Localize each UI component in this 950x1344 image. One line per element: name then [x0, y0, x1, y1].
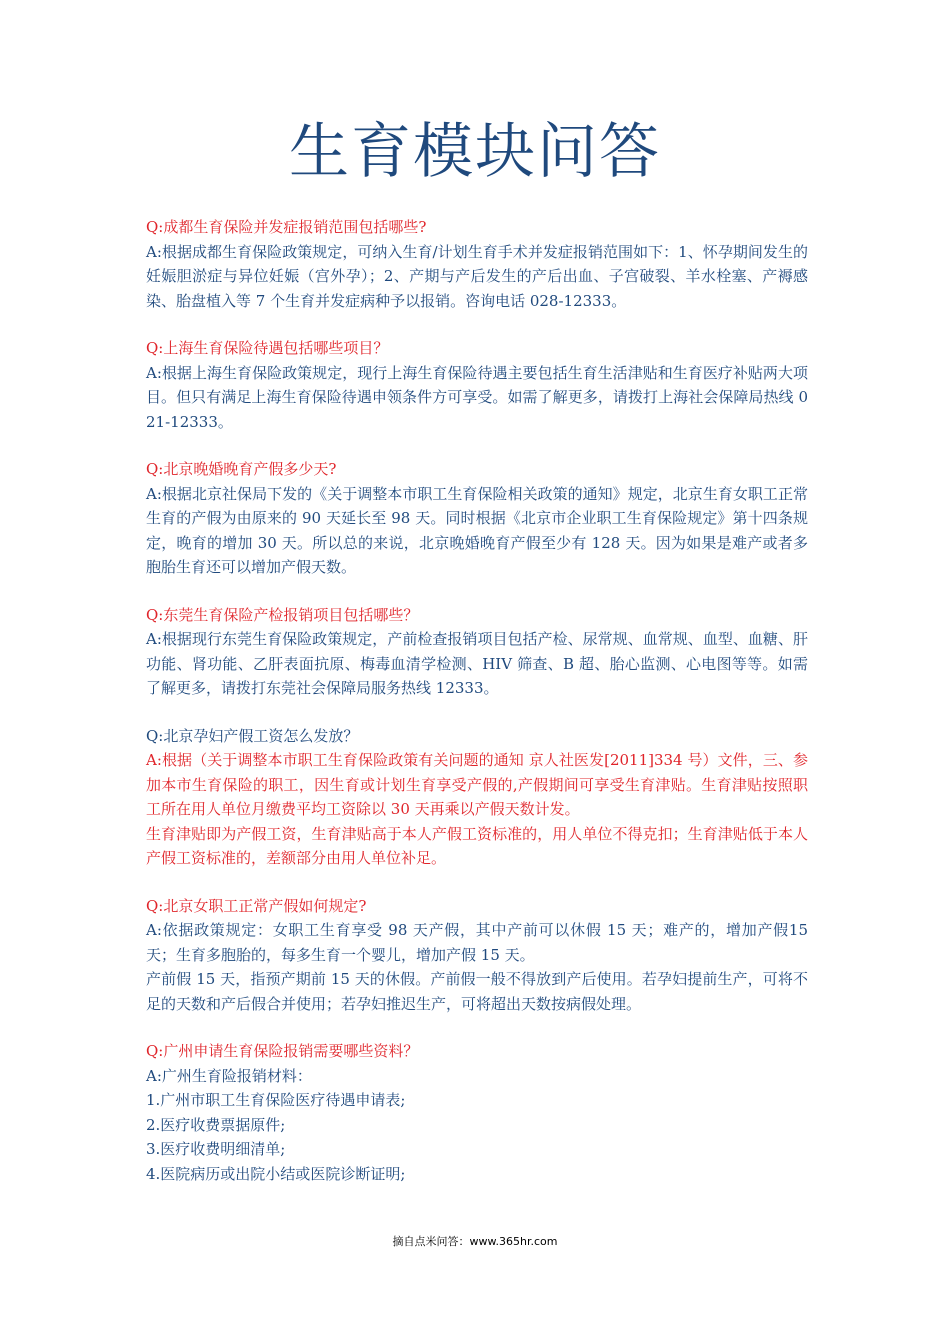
- qa-item: [146, 603, 808, 701]
- qa-item: [146, 1039, 808, 1186]
- qa-item: [146, 724, 808, 871]
- answer-text: A:根据北京社保局下发的《关于调整本市职工生育保险相关政策的通知》规定，北京生育女职工正常生育的产假为由原来的 90 天延长至 98 天。同时根据《北京市企业职工生育保险规定》第十四条规定，晚育的增加 30 天。所以总的来说，北京晚婚晚育产假至少有 128 天。因为如果是难产或者多胞胎生育还可以增加产假天数。: [146, 484, 808, 576]
- page-footer: 摘自点米问答：www.365hr.com: [392, 1235, 558, 1248]
- answer-text: 生育津贴即为产假工资，生育津贴高于本人产假工资标准的，用人单位不得克扣；生育津贴低于本人产假工资标准的，差额部分由用人单位补足。: [146, 824, 808, 867]
- answer-text: A:根据成都生育保险政策规定，可纳入生育/计划生育手术并发症报销范围如下：1、怀孕期间发生的妊娠胆淤症与异位妊娠（宫外孕）；2、产期与产后发生的产后出血、子宫破裂、羊水栓塞、产褥感染、胎盘植入等 7 个生育并发症病种予以报销。咨询电话 028-12333。: [146, 242, 808, 310]
- answer-text: A:根据上海生育保险政策规定，现行上海生育保险待遇主要包括生育生活津贴和生育医疗补贴两大项目。但只有满足上海生育保险待遇申领条件方可享受。如需了解更多，请拨打上海社会保障局热线 021-12333。: [146, 363, 808, 431]
- qa-list: [146, 215, 808, 1209]
- answer-text: 1.广州市职工生育保险医疗待遇申请表;: [146, 1091, 406, 1109]
- page-title: 生育模块问答: [289, 117, 661, 187]
- answer-text: 4.医院病历或出院小结或医院诊断证明;: [146, 1164, 406, 1183]
- answer-text: 2.医疗收费票据原件;: [146, 1115, 286, 1134]
- answer-text: 产前假 15 天，指预产期前 15 天的休假。产前假一般不得放到产后使用。若孕妇提前生产，可将不足的天数和产后假合并使用；若孕妇推迟生产，可将超出天数按病假处理。: [146, 970, 808, 1013]
- question-text: Q:北京孕妇产假工资怎么发放？: [146, 726, 359, 745]
- question-text: Q:成都生育保险并发症报销范围包括哪些?: [146, 218, 427, 236]
- question-text: Q:北京女职工正常产假如何规定?: [146, 896, 367, 915]
- answer-text: 3.医疗收费明细清单;: [146, 1140, 286, 1158]
- question-text: Q:东莞生育保险产检报销项目包括哪些？: [146, 605, 419, 624]
- answer-text: A:根据现行东莞生育保险政策规定，产前检查报销项目包括产检、尿常规、血常规、血型、血糖、肝功能、肾功能、乙肝表面抗原、梅毒血清学检测、HIV 筛查、B 超、胎心监测、心电图等等。如需了解更多，请拨打东莞社会保障局服务热线 12333。: [146, 630, 808, 697]
- qa-item: [146, 457, 808, 580]
- question-text: Q:广州申请生育保险报销需要哪些资料？: [146, 1042, 419, 1060]
- answer-text: A:依据政策规定：女职工生育享受 98 天产假，其中产前可以休假 15 天；难产的，增加产假15 天；生育多胞胎的，每多生育一个婴儿，增加产假 15 天。: [146, 921, 808, 964]
- answer-text: A:广州生育险报销材料：: [146, 1066, 312, 1085]
- answer-text: A:根据（关于调整本市职工生育保险政策有关问题的通知 京人社医发[2011]334 号）文件，三、参加本市生育保险的职工，因生育或计划生育享受产假的,产假期间可享受生育津贴。生育津贴按照职工所在用人单位月缴费平均工资除以 30 天再乘以产假天数计发。: [146, 751, 808, 818]
- question-text: Q:北京晚婚晚育产假多少天?: [146, 460, 337, 478]
- question-text: Q:上海生育保险待遇包括哪些项目？: [146, 339, 389, 357]
- qa-item: [146, 894, 808, 1017]
- qa-item: [146, 336, 808, 434]
- qa-item: [146, 215, 808, 313]
